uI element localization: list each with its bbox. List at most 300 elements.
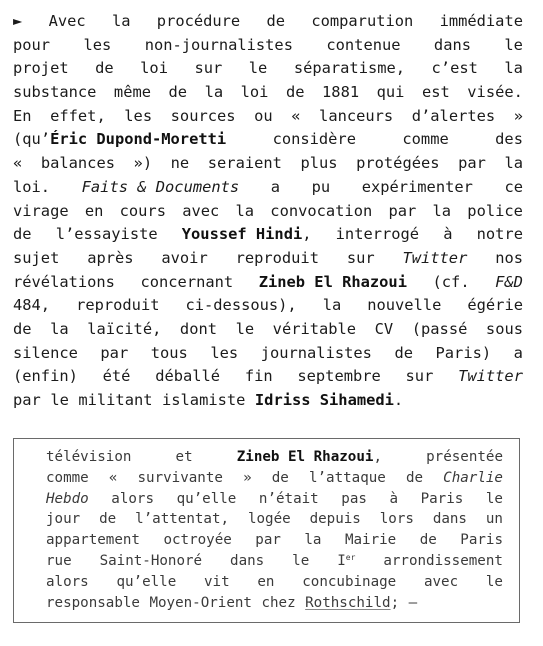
word [13, 294, 50, 318]
word [249, 57, 268, 81]
word [236, 247, 319, 271]
word [267, 10, 286, 34]
word-text: le [235, 319, 255, 338]
word [486, 509, 503, 530]
word-text: septembre [297, 367, 381, 386]
word-text: des [495, 130, 523, 149]
word-text: à [389, 490, 399, 507]
word-text: – [408, 594, 418, 611]
word-text: « [291, 106, 301, 125]
word [310, 509, 361, 530]
word-text: de [394, 343, 413, 362]
word [13, 10, 22, 34]
word-text: non-journalistes [144, 35, 293, 54]
word [46, 551, 72, 572]
word [319, 105, 393, 129]
word [182, 200, 219, 224]
word-text: avoir [161, 248, 208, 267]
word [406, 468, 423, 489]
word [13, 81, 96, 105]
word-text: effet, [50, 106, 106, 125]
word [336, 223, 419, 247]
word-text: a [270, 177, 281, 196]
word [50, 389, 69, 413]
word-text: sur [346, 248, 375, 267]
word-text: concubinage [302, 573, 397, 590]
word [140, 271, 233, 295]
word [95, 57, 114, 81]
word-text: le [248, 59, 268, 78]
word [504, 34, 523, 58]
word [412, 105, 495, 129]
word [254, 105, 273, 129]
word-text: expérimenter [361, 177, 473, 196]
word [433, 200, 452, 224]
word [230, 551, 264, 572]
word-text: cours [119, 201, 166, 220]
word-text: un [485, 511, 503, 528]
italic-title: Twitter [402, 248, 468, 267]
word [151, 342, 188, 366]
word [377, 81, 405, 105]
article-line [13, 200, 523, 224]
word-text: le [50, 391, 69, 409]
word-text: , [373, 449, 382, 465]
word [273, 318, 356, 342]
word [13, 223, 32, 247]
word [294, 57, 405, 81]
word [135, 509, 229, 530]
word-text: nos [495, 248, 523, 267]
word-text: ne [170, 154, 190, 173]
word-text: (passé [411, 319, 468, 338]
word [326, 34, 400, 58]
word-text: de [13, 319, 32, 338]
word [243, 468, 252, 489]
word-text: sujet [13, 248, 60, 267]
word [46, 593, 140, 614]
word [46, 489, 89, 510]
word [383, 551, 503, 572]
word-text: journalistes [260, 343, 372, 362]
word-text: ») [133, 154, 153, 173]
word-text: par [255, 532, 281, 549]
word-text: chez [261, 594, 296, 611]
word [270, 200, 372, 224]
word-text: ou [254, 106, 273, 125]
word-text: la [322, 296, 342, 315]
word [236, 318, 255, 342]
word [375, 318, 394, 342]
word-text: seraient [207, 154, 282, 173]
word [41, 152, 115, 176]
word [241, 81, 269, 105]
word-text: révélations [13, 272, 115, 291]
bold-name: Idriss Sihamedi [254, 391, 394, 409]
word [210, 342, 238, 366]
word-text: octroyée [163, 532, 232, 549]
word [182, 223, 312, 247]
italic-title: Hebdo [46, 490, 89, 507]
word-text: la [304, 532, 322, 549]
article-paragraph [13, 10, 523, 413]
word-text: laïcité, [87, 319, 162, 338]
word [297, 365, 380, 389]
word-text: » [513, 106, 523, 125]
word [432, 57, 478, 81]
word [426, 447, 503, 468]
word-text: en [257, 573, 275, 590]
word-text: d’alertes [411, 106, 496, 125]
word [236, 200, 255, 224]
word [46, 447, 131, 468]
word-text: l’essayiste [55, 225, 158, 244]
word-text: concernant [140, 272, 234, 291]
word-text: de [405, 469, 424, 486]
word-text: et [175, 449, 193, 465]
word [112, 10, 131, 34]
word-text: silence [13, 343, 78, 362]
word-text: visée. [467, 83, 523, 102]
word-text: de [168, 83, 188, 102]
word [495, 247, 523, 271]
word [78, 389, 152, 413]
word-text: En [13, 106, 32, 125]
word-text: la [235, 201, 255, 220]
word [458, 152, 486, 176]
word-text: pour [13, 35, 51, 54]
word [458, 365, 523, 389]
word [140, 57, 168, 81]
word-text: égérie [467, 296, 523, 315]
word [56, 223, 158, 247]
word [347, 247, 375, 271]
word-text: par [458, 154, 486, 173]
word [460, 530, 503, 551]
word [13, 342, 78, 366]
word [309, 468, 386, 489]
word-text: dans [433, 35, 471, 54]
word [176, 447, 193, 468]
word-text: qui [376, 83, 405, 102]
excerpt-box [13, 438, 520, 623]
word-text: loi [140, 59, 168, 78]
word-text: le [485, 573, 503, 590]
article-line [13, 176, 523, 200]
word [486, 572, 503, 593]
word-text: Avec [48, 12, 86, 30]
word-text: plus [300, 154, 338, 173]
word [424, 572, 458, 593]
article-line [13, 271, 523, 295]
word [204, 572, 230, 593]
word [134, 152, 153, 176]
excerpt-line [46, 572, 503, 593]
word [421, 489, 464, 510]
word-text: Paris) [435, 343, 492, 362]
word [402, 247, 467, 271]
word-text: est [421, 83, 450, 102]
word-text: reproduit [76, 296, 160, 315]
word-text: de [266, 12, 286, 30]
bold-name: Zineb El Rhazoui [236, 449, 374, 465]
article-line [13, 389, 523, 413]
word [87, 247, 133, 271]
word [412, 318, 468, 342]
bold-name: Zineb El Rhazoui [258, 272, 407, 291]
word-text: sources [170, 106, 236, 125]
word-text: la [504, 154, 523, 173]
word-text: la [50, 319, 69, 338]
word-text: c’est [431, 59, 478, 78]
word-text: les [124, 106, 153, 125]
word [433, 271, 470, 295]
word [362, 176, 473, 200]
word [271, 176, 280, 200]
word-text: le [485, 490, 503, 507]
word [85, 200, 104, 224]
word [259, 489, 319, 510]
word [311, 10, 413, 34]
article-line [13, 10, 523, 34]
word [495, 128, 523, 152]
word-text: Mairie [344, 532, 397, 549]
word [13, 105, 32, 129]
word-text: par [388, 201, 417, 220]
word-text: dans [432, 511, 467, 528]
word [261, 593, 295, 614]
excerpt-line [46, 509, 503, 530]
word-text: loi [240, 83, 269, 102]
word [13, 271, 115, 295]
word [388, 200, 416, 224]
word-text: déballé [155, 367, 221, 386]
word-text: par [100, 343, 129, 362]
word [100, 342, 128, 366]
excerpt-line [46, 489, 503, 510]
word-text: « [108, 469, 118, 486]
word [99, 509, 116, 530]
word [177, 489, 237, 510]
word-text: balances [40, 154, 115, 173]
word-text: (cf. [432, 272, 470, 291]
word-text: sur [194, 59, 223, 78]
word [255, 389, 403, 413]
word-text: été [102, 367, 131, 386]
word [356, 152, 439, 176]
word-text: de [99, 511, 117, 528]
word-text: qu’elle [116, 573, 177, 590]
word-text: Moyen-Orient [149, 594, 252, 611]
word-text: contenue [326, 35, 401, 54]
italic-title: Faits & Documents [81, 177, 240, 196]
excerpt-line [46, 593, 503, 614]
word-text: Paris [420, 490, 464, 507]
word [514, 105, 523, 129]
word-text: en [84, 201, 104, 220]
word [162, 389, 245, 413]
word [13, 128, 226, 152]
word [185, 294, 296, 318]
word [208, 152, 282, 176]
word [13, 176, 50, 200]
word-text: véritable [272, 319, 357, 338]
word [245, 365, 273, 389]
word [291, 105, 300, 129]
word-text: qu’elle [176, 490, 237, 507]
word-text: militant [78, 391, 153, 409]
word-text: a [513, 343, 523, 362]
word-text: télévision [46, 449, 132, 465]
word [120, 200, 166, 224]
word [163, 530, 231, 551]
word-text: (qu’ [13, 130, 51, 149]
word-text: comme [46, 469, 89, 486]
word-text: Saint-Honoré [99, 552, 203, 569]
word-text: les [210, 343, 239, 362]
word [422, 81, 450, 105]
word-text: nouvelle [367, 296, 442, 315]
word [434, 34, 471, 58]
word-text: ci-dessous), [185, 296, 297, 315]
word [13, 200, 69, 224]
word [406, 365, 434, 389]
word-text: pas [341, 490, 367, 507]
word [389, 489, 398, 510]
word-text: ; [390, 594, 400, 611]
word-text: interrogé [335, 225, 420, 244]
word [46, 509, 80, 530]
word-text: logée [247, 511, 291, 528]
word [161, 247, 207, 271]
word [248, 509, 291, 530]
word-text: le [292, 552, 310, 569]
word-text: vit [204, 573, 230, 590]
word [171, 152, 190, 176]
word-text: l’attaque [308, 469, 386, 486]
word [436, 342, 492, 366]
word [169, 81, 188, 105]
word [155, 365, 220, 389]
word-text: après [87, 248, 134, 267]
word [13, 57, 69, 81]
word-text: comparution [311, 12, 414, 30]
word [286, 81, 305, 105]
article-line [13, 342, 523, 366]
word [380, 509, 414, 530]
bold-name: Youssef Hindi [181, 225, 303, 244]
word [13, 365, 78, 389]
word-text: islamiste [162, 391, 246, 409]
word [205, 81, 224, 105]
word [504, 57, 523, 81]
word [46, 572, 89, 593]
word [495, 271, 523, 295]
word-text: le [504, 35, 523, 54]
word [305, 593, 399, 614]
word [304, 530, 321, 551]
word-text: l’attentat, [135, 511, 230, 528]
word [402, 128, 448, 152]
word [13, 34, 50, 58]
word-text: pu [311, 177, 331, 196]
article-line [13, 105, 523, 129]
word [467, 200, 523, 224]
word [237, 447, 382, 468]
word-text: de [419, 532, 437, 549]
word [302, 572, 396, 593]
word-text: la [204, 83, 224, 102]
word [312, 176, 331, 200]
word [50, 318, 69, 342]
word [259, 271, 407, 295]
word-text: de [95, 59, 114, 78]
excerpt-line [46, 468, 503, 489]
excerpt-line [46, 530, 503, 551]
word-text: avec [423, 573, 459, 590]
article-line [13, 128, 523, 152]
word [322, 81, 359, 105]
word-text: Paris [460, 532, 503, 549]
article-line [13, 318, 523, 342]
word [272, 468, 289, 489]
word [394, 342, 413, 366]
word [433, 509, 467, 530]
word-text: 484, [13, 296, 51, 315]
word-text: de [271, 469, 289, 486]
article-line [13, 294, 523, 318]
word-text: la [432, 201, 452, 220]
word [292, 551, 309, 572]
word-text: loi. [13, 177, 51, 196]
word [109, 468, 118, 489]
word [504, 152, 523, 176]
word-text: , [302, 225, 312, 244]
word [440, 10, 523, 34]
word [138, 468, 223, 489]
word [87, 318, 161, 342]
word-text: dans [230, 552, 265, 569]
word-text: n’était [258, 490, 319, 507]
word [171, 105, 236, 129]
word-text: sur [405, 367, 434, 386]
word-text: lanceurs [319, 106, 394, 125]
word-text: immédiate [439, 12, 523, 30]
word-text: . [393, 391, 404, 409]
word-text: séparatisme, [293, 59, 406, 78]
article-line [13, 81, 523, 105]
word [49, 10, 86, 34]
word-text: ► [13, 12, 23, 30]
word [50, 105, 106, 129]
word-text: lors [379, 511, 414, 528]
word [194, 57, 222, 81]
word-text: notre [476, 225, 523, 244]
word [261, 342, 372, 366]
word [180, 318, 217, 342]
word [300, 152, 337, 176]
word [149, 593, 252, 614]
word [255, 530, 281, 551]
word-text: alors [111, 490, 154, 507]
word-text: CV [374, 319, 394, 338]
word [83, 34, 111, 58]
word [273, 128, 356, 152]
word-text: er [345, 552, 356, 562]
word-text: rue [46, 552, 72, 569]
word-text: sous [485, 319, 523, 338]
italic-title: Charlie [443, 469, 503, 486]
